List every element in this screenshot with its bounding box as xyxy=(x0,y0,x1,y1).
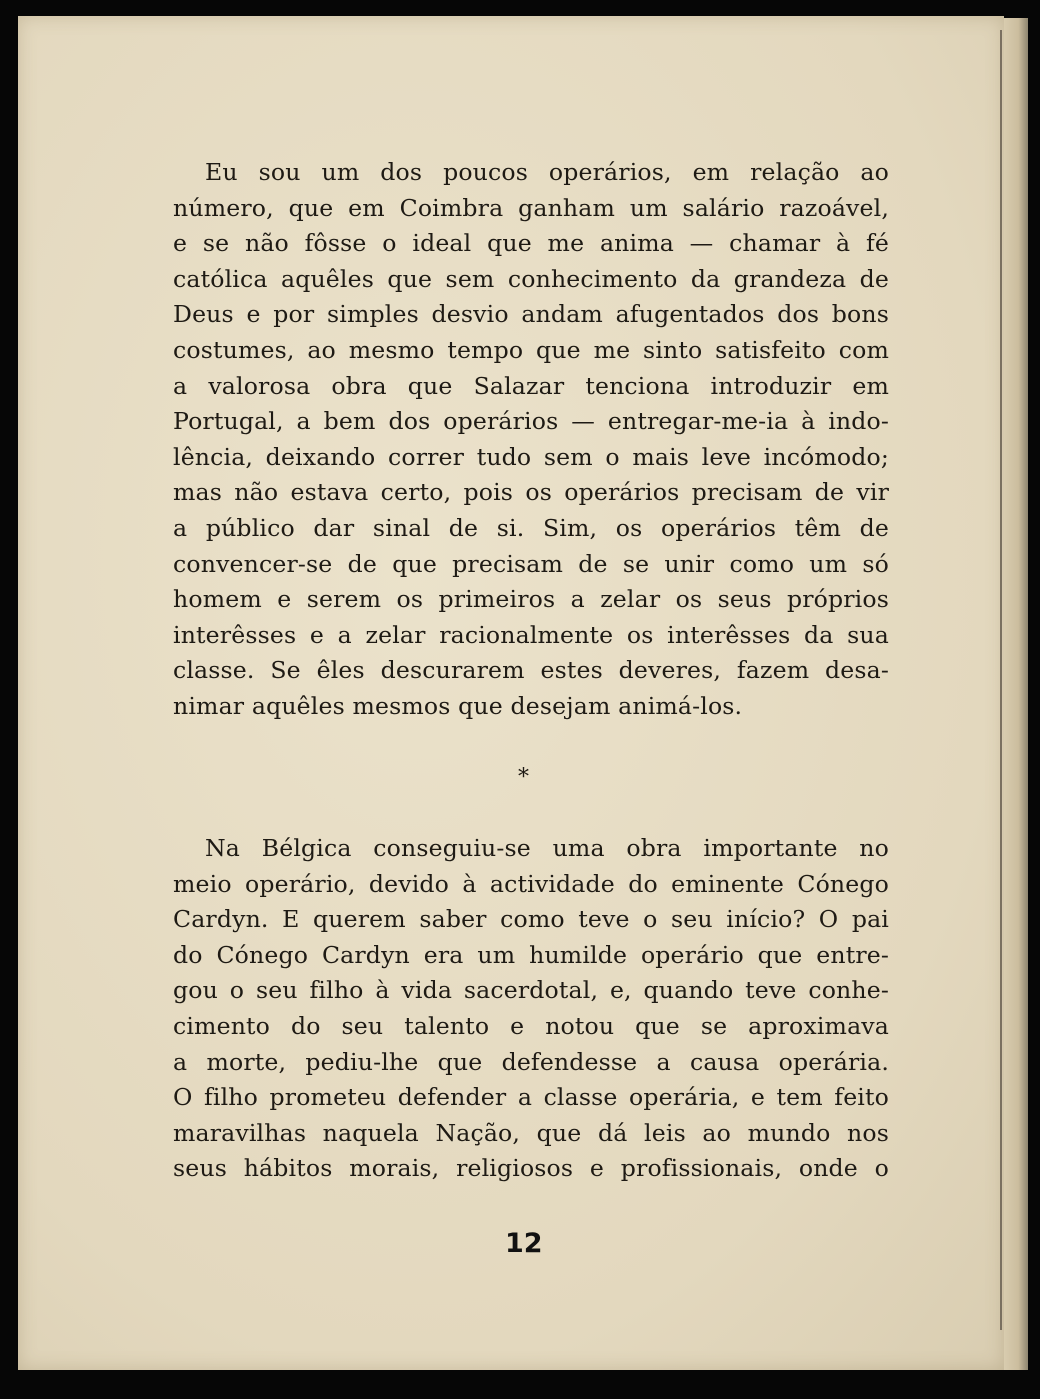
text-line: maravilhas naquela Nação, que dá leis ao mundo nos xyxy=(173,1118,889,1147)
text-line: e se não fôsse o ideal que me anima — chamar à fé xyxy=(173,229,889,258)
text-line: nimar aquêles mesmos que desejam animá-los. xyxy=(173,691,743,720)
text-line: classe. Se êles descurarem estes deveres, fazem desa- xyxy=(173,656,889,685)
text-line: Portugal, a bem dos operários — entregar-me-ia à indo- xyxy=(173,407,889,436)
text-line: a valorosa obra que Salazar tenciona introduzir em xyxy=(173,371,889,400)
section-separator: * xyxy=(518,765,529,790)
text-line: mas não estava certo, pois os operários precisam de vir xyxy=(173,478,889,507)
text-line: a morte, pediu-lhe que defendesse a causa operária. xyxy=(173,1047,889,1076)
text-line: homem e serem os primeiros a zelar os seus próprios xyxy=(173,585,889,614)
paragraph-1 xyxy=(173,155,889,725)
text-line: número, que em Coimbra ganham um salário razoável, xyxy=(173,193,889,222)
text-line: meio operário, devido à actividade do eminente Cónego xyxy=(173,869,889,898)
text-line: interêsses e a zelar racionalmente os interêsses da sua xyxy=(173,620,889,649)
text-line: lência, deixando correr tudo sem o mais leve incómodo; xyxy=(173,442,889,471)
text-line: Deus e por simples desvio andam afugentados dos bons xyxy=(173,300,889,329)
text-line: Cardyn. E querem saber como teve o seu início? O pai xyxy=(173,905,889,934)
text-line: do Cónego Cardyn era um humilde operário que entre- xyxy=(173,940,889,969)
text-line: O filho prometeu defender a classe operária, e tem feito xyxy=(173,1083,889,1112)
text-line: gou o seu filho à vida sacerdotal, e, quando teve conhe- xyxy=(173,976,889,1005)
paragraph-2 xyxy=(173,831,889,1187)
page-number: 12 xyxy=(505,1228,543,1259)
text-line: Eu sou um dos poucos operários, em relação ao xyxy=(205,158,889,186)
text-line: a público dar sinal de si. Sim, os operários têm de xyxy=(173,513,889,542)
text-line: seus hábitos morais, religiosos e profissionais, onde o xyxy=(173,1154,889,1183)
text-line: cimento do seu talento e notou que se aproximava xyxy=(173,1011,889,1040)
text-line: Na Bélgica conseguiu-se uma obra importante no xyxy=(205,834,889,862)
text-line: católica aquêles que sem conhecimento da grandeza de xyxy=(173,264,889,293)
text-line: costumes, ao mesmo tempo que me sinto satisfeito com xyxy=(173,335,889,364)
text-line: convencer-se de que precisam de se unir como um só xyxy=(173,549,889,578)
page-edge xyxy=(1004,18,1028,1370)
page-fold-line xyxy=(1000,30,1002,1330)
